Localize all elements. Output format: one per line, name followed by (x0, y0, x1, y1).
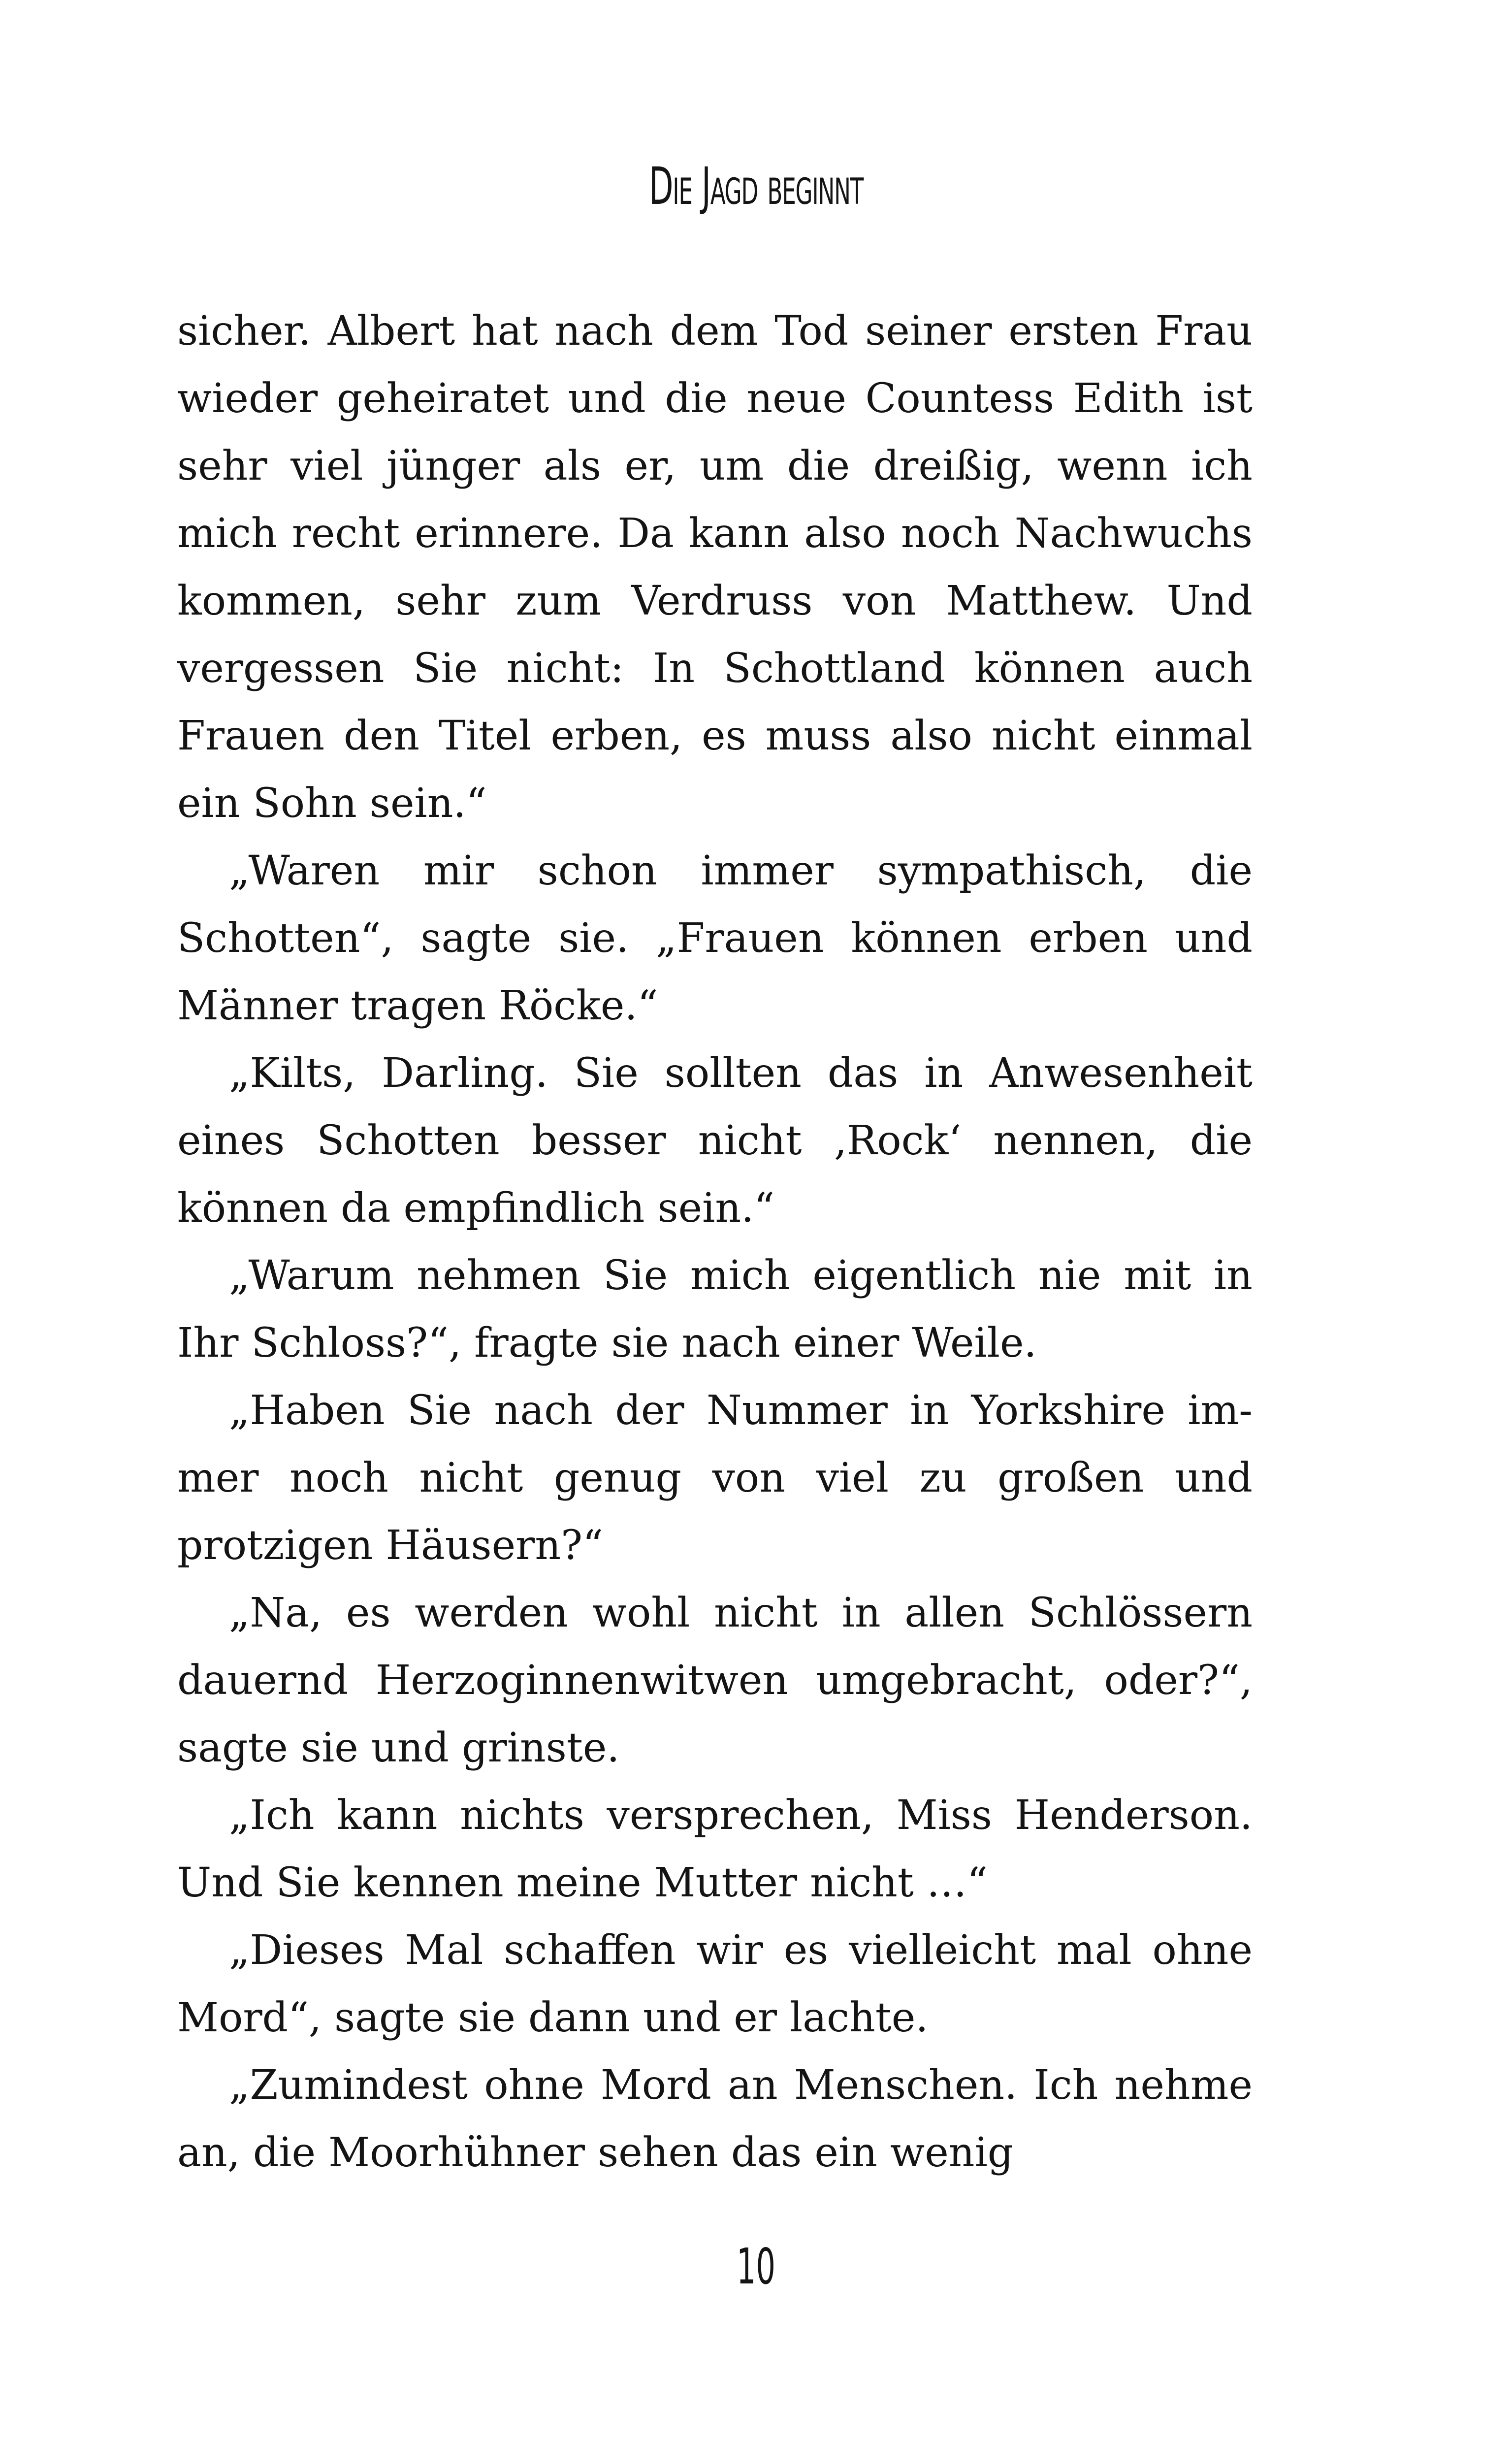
paragraph: „Dieses Mal schaffen wir es vielleicht mal ohne Mord“, sagte sie dann und er lachte. (177, 1927, 1253, 2041)
paragraph: „Warum nehmen Sie mich eigentlich nie mit in Ihr Schloss?“, fragte sie nach einer Weile. (177, 1252, 1253, 1367)
paragraph: „Zumindest ohne Mord an Menschen. Ich nehme an, die Moorhühner sehen das ein wenig (177, 2062, 1253, 2176)
paragraph: sicher. Albert hat nach dem Tod seiner ersten Frau wieder geheiratet und die neue Countess Edith ist sehr viel jünger als er, um die dreißig, wenn ich mich recht erinnere. Da kann also noch Nachwuchs kommen, sehr zum Verdruss von Matthew. Und vergessen Sie nicht: In Schottland können auch Frauen den Titel erben, es muss also nicht einmal ein Sohn sein.“ (177, 308, 1253, 827)
paragraph: „Kilts, Darling. Sie sollten das in Anwesenheit eines Schotten besser nicht ‚Rock‘ nennen, die können da empfindlich sein.“ (177, 1050, 1253, 1232)
paragraph: „Haben Sie nach der Nummer in Yorkshire immer noch nicht genug von viel zu großen und protzigen Häusern?“ (177, 1387, 1253, 1569)
running-head: Die Jagd beginnt (648, 156, 864, 216)
page-number: 10 (737, 2238, 775, 2295)
paragraph: „Ich kann nichts versprechen, Miss Henderson. Und Sie kennen meine Mutter nicht …“ (177, 1792, 1253, 1906)
paragraph: „Na, es werden wohl nicht in allen Schlössern dauernd Herzoginnenwitwen umgebracht, oder?“, sagte sie und grinste. (177, 1590, 1253, 1771)
body-text (177, 297, 1253, 2186)
paragraph: „Waren mir schon immer sympathisch, die Schotten“, sagte sie. „Frauen können erben und Männer tragen Röcke.“ (177, 847, 1253, 1029)
